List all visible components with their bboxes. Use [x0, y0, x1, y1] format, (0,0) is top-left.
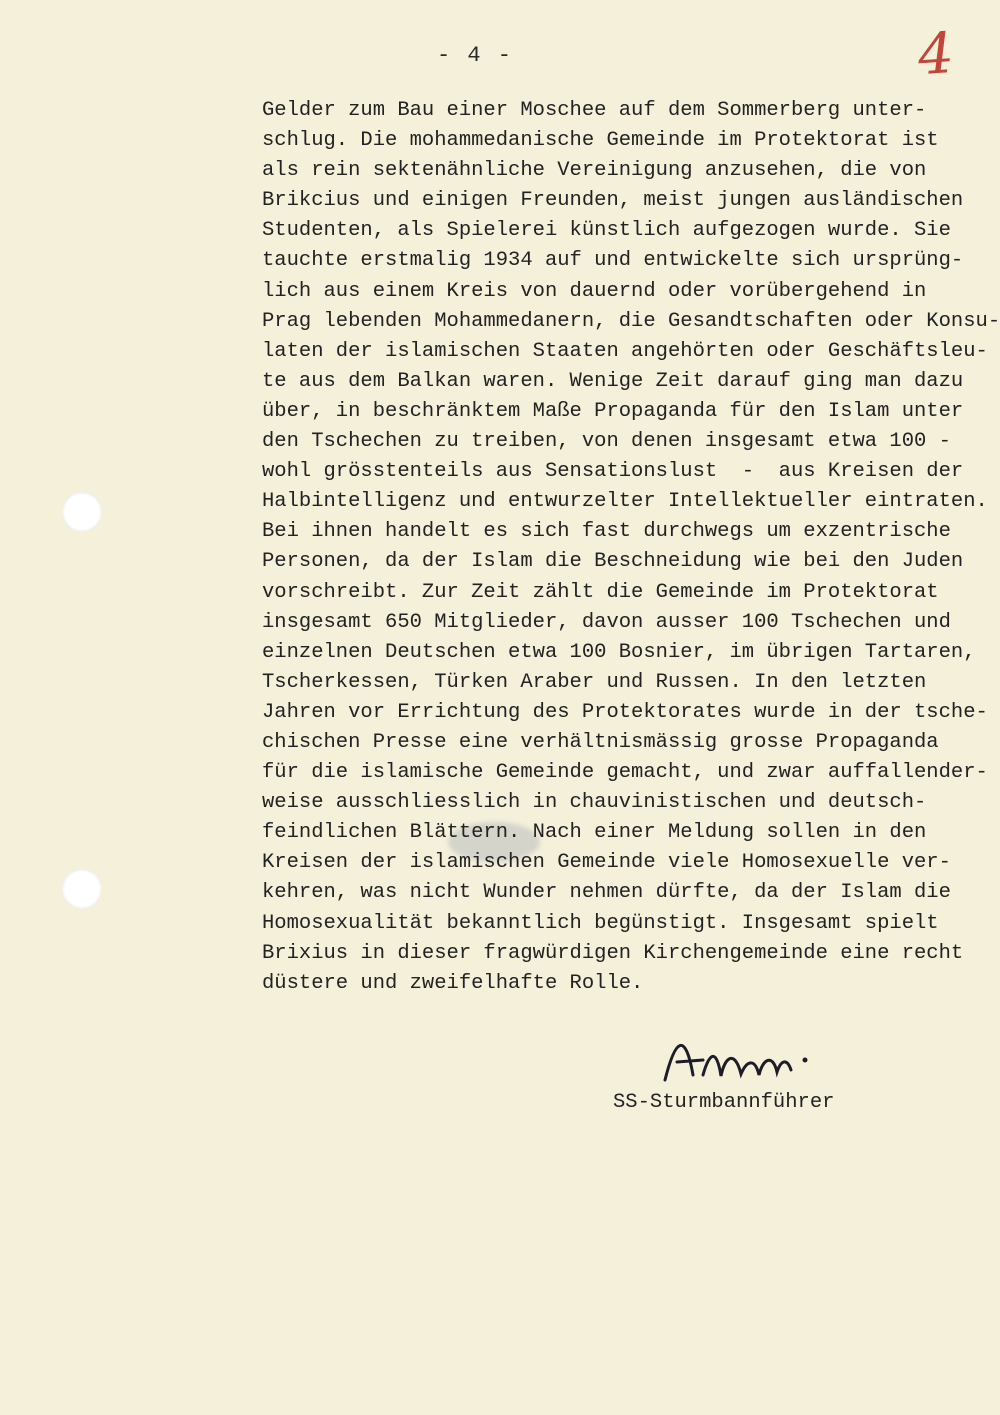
punch-hole	[62, 492, 102, 532]
body-line: vorschreibt. Zur Zeit zählt die Gemeinde im Protektorat	[262, 580, 939, 604]
body-line: schlug. Die mohammedanische Gemeinde im Protektorat ist	[262, 129, 939, 153]
body-line: als rein sektenähnliche Vereinigung anzusehen, die von	[262, 159, 927, 183]
body-line: Studenten, als Spielerei künstlich aufgezogen wurde. Sie	[262, 219, 951, 243]
body-line: Gelder zum Bau einer Moschee auf dem Sommerberg unter-	[262, 99, 927, 122]
body-line: Personen, da der Islam die Beschneidung wie bei den Juden	[262, 550, 964, 574]
body-line: lich aus einem Kreis von dauernd oder vorübergehend in	[262, 279, 927, 303]
body-line: düstere und zweifelhafte Rolle.	[262, 971, 644, 995]
body-line: über, in beschränktem Maße Propaganda für den Islam unter	[262, 399, 964, 423]
body-line: Brikcius und einigen Freunden, meist jungen ausländischen	[262, 189, 964, 213]
body-line: Jahren vor Errichtung des Protektorates wurde in der tsche-	[262, 700, 988, 724]
body-line: feindlichen Blättern. Nach einer Meldung sollen in den	[262, 821, 927, 845]
body-line: kehren, was nicht Wunder nehmen dürfte, da der Islam die	[262, 881, 951, 905]
punch-hole	[62, 869, 102, 909]
body-line: Bei ihnen handelt es sich fast durchwegs um exzentrische	[262, 520, 951, 544]
body-line: wohl grösstenteils aus Sensationslust - aus Kreisen der	[262, 460, 964, 484]
body-line: Brixius in dieser fragwürdigen Kirchengemeinde eine recht	[262, 941, 964, 965]
body-line: Kreisen der islamischen Gemeinde viele Homosexuelle ver-	[262, 851, 951, 875]
body-line: weise ausschliesslich in chauvinistischen und deutsch-	[262, 791, 927, 815]
body-line: tauchte erstmalig 1934 auf und entwickelte sich ursprüng-	[262, 249, 964, 273]
folio-mark: 4	[915, 20, 956, 89]
body-line: Homosexualität bekanntlich begünstigt. Insgesamt spielt	[262, 911, 939, 935]
body-line: für die islamische Gemeinde gemacht, und zwar auffallender-	[262, 761, 988, 785]
body-line: insgesamt 650 Mitglieder, davon ausser 100 Tschechen und	[262, 610, 951, 634]
body-text	[262, 96, 1000, 999]
body-line: chischen Presse eine verhältnismässig grosse Propaganda	[262, 730, 939, 754]
body-line: Tscherkessen, Türken Araber und Russen. In den letzten	[262, 670, 927, 694]
body-line: Prag lebenden Mohammedanern, die Gesandtschaften oder Konsu-	[262, 309, 1000, 333]
body-line: laten der islamischen Staaten angehörten oder Geschäftsleu-	[262, 339, 988, 363]
page-number: - 4 -	[437, 43, 514, 68]
signature-title: SS-Sturmbannführer	[613, 1091, 835, 1114]
body-line: Halbintelligenz und entwurzelter Intellektueller eintraten.	[262, 490, 988, 514]
body-line: den Tschechen zu treiben, von denen insgesamt etwa 100 -	[262, 430, 951, 454]
handwritten-signature	[655, 1020, 815, 1100]
body-line: einzelnen Deutschen etwa 100 Bosnier, im übrigen Tartaren,	[262, 640, 976, 664]
body-line: te aus dem Balkan waren. Wenige Zeit darauf ging man dazu	[262, 369, 964, 393]
